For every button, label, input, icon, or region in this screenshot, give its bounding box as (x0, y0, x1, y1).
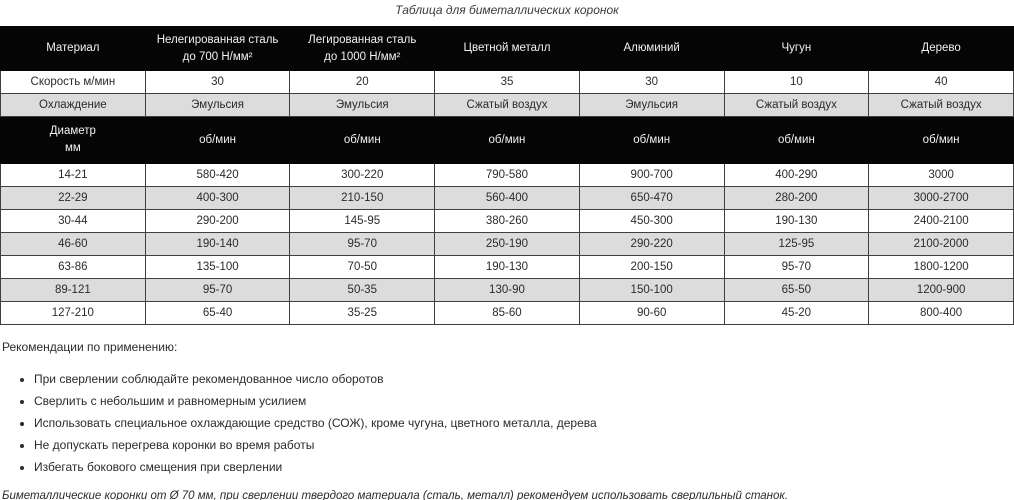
rpm-value-cell: 200-150 (579, 256, 724, 279)
bimetal-crown-table (0, 26, 1014, 325)
rpm-value-cell: 290-220 (579, 233, 724, 256)
speed-value-cell: 30 (579, 71, 724, 94)
rpm-unit-cell: об/мин (435, 117, 580, 164)
rpm-value-cell: 400-300 (145, 187, 290, 210)
rpm-unit-cell: об/мин (579, 117, 724, 164)
speed-value-cell: 40 (869, 71, 1014, 94)
rpm-value-cell: 190-140 (145, 233, 290, 256)
diameter-cell: 127-210 (1, 302, 146, 325)
speed-value-cell: 20 (290, 71, 435, 94)
recommendations-heading: Рекомендации по применению: (2, 340, 178, 354)
table-row (1, 302, 1014, 325)
recommendation-item: • Сверлить с небольшим и равномерным усилием (34, 395, 1014, 409)
rpm-value-cell: 90-60 (579, 302, 724, 325)
rpm-value-cell: 450-300 (579, 210, 724, 233)
rpm-unit-cell: об/мин (290, 117, 435, 164)
rpm-value-cell: 300-220 (290, 164, 435, 187)
rpm-value-cell: 280-200 (724, 187, 869, 210)
table-row (1, 233, 1014, 256)
rpm-value-cell: 95-70 (145, 279, 290, 302)
rpm-unit-cell: об/мин (724, 117, 869, 164)
rpm-value-cell: 3000 (869, 164, 1014, 187)
table-row (1, 164, 1014, 187)
rpm-value-cell: 65-40 (145, 302, 290, 325)
rpm-value-cell: 2100-2000 (869, 233, 1014, 256)
diameter-header-label: Диаметр мм (1, 117, 146, 164)
rpm-value-cell: 45-20 (724, 302, 869, 325)
rpm-value-cell: 50-35 (290, 279, 435, 302)
rpm-value-cell: 250-190 (435, 233, 580, 256)
recommendations-list (34, 373, 1014, 475)
rpm-value-cell: 70-50 (290, 256, 435, 279)
diameter-cell: 14-21 (1, 164, 146, 187)
recommendation-item: • При сверлении соблюдайте рекомендованное число оборотов (34, 373, 1014, 387)
cooling-value-cell: Эмульсия (579, 94, 724, 117)
table-row (1, 187, 1014, 210)
rpm-value-cell: 290-200 (145, 210, 290, 233)
table-body (1, 71, 1014, 325)
materials-header-row (1, 27, 1014, 71)
speed-row (1, 71, 1014, 94)
footnote: Биметаллические коронки от Ø 70 мм, при сверлении твердого материала (сталь, металл) рекомендуем использовать сверлильный станок. (2, 490, 789, 500)
cooling-value-cell: Сжатый воздух (724, 94, 869, 117)
rpm-value-cell: 560-400 (435, 187, 580, 210)
rpm-value-cell: 380-260 (435, 210, 580, 233)
rpm-value-cell: 95-70 (724, 256, 869, 279)
page-title: Таблица для биметаллических коронок (395, 3, 619, 17)
cooling-row (1, 94, 1014, 117)
rpm-value-cell: 790-580 (435, 164, 580, 187)
material-header-cell: Чугун (724, 27, 869, 71)
rpm-value-cell: 190-130 (724, 210, 869, 233)
rpm-value-cell: 35-25 (290, 302, 435, 325)
rpm-value-cell: 125-95 (724, 233, 869, 256)
rpm-unit-cell: об/мин (869, 117, 1014, 164)
cooling-value-cell: Эмульсия (145, 94, 290, 117)
speed-value-cell: 10 (724, 71, 869, 94)
rpm-value-cell: 800-400 (869, 302, 1014, 325)
material-header-cell: Нелегированная сталь до 700 Н/мм² (145, 27, 290, 71)
material-corner-label: Материал (1, 27, 146, 71)
rpm-value-cell: 65-50 (724, 279, 869, 302)
rpm-value-cell: 210-150 (290, 187, 435, 210)
rpm-value-cell: 130-90 (435, 279, 580, 302)
rpm-value-cell: 2400-2100 (869, 210, 1014, 233)
table-row (1, 256, 1014, 279)
rpm-value-cell: 190-130 (435, 256, 580, 279)
recommendation-item: • Не допускать перегрева коронки во время работы (34, 439, 1014, 453)
rpm-value-cell: 1200-900 (869, 279, 1014, 302)
speed-value-cell: 30 (145, 71, 290, 94)
recommendation-item: • Использовать специальное охлаждающие средство (СОЖ), кроме чугуна, цветного металла, дерева (34, 417, 1014, 431)
rpm-value-cell: 85-60 (435, 302, 580, 325)
cooling-row-label: Охлаждение (1, 94, 146, 117)
speed-value-cell: 35 (435, 71, 580, 94)
rpm-value-cell: 95-70 (290, 233, 435, 256)
cooling-value-cell: Эмульсия (290, 94, 435, 117)
rpm-value-cell: 150-100 (579, 279, 724, 302)
diameter-unit-header-row (1, 117, 1014, 164)
cooling-value-cell: Сжатый воздух (435, 94, 580, 117)
material-header-cell: Цветной металл (435, 27, 580, 71)
diameter-cell: 30-44 (1, 210, 146, 233)
table-row (1, 210, 1014, 233)
diameter-cell: 63-86 (1, 256, 146, 279)
rpm-value-cell: 135-100 (145, 256, 290, 279)
rpm-value-cell: 580-420 (145, 164, 290, 187)
material-header-cell: Алюминий (579, 27, 724, 71)
rpm-value-cell: 3000-2700 (869, 187, 1014, 210)
speed-row-label: Скорость м/мин (1, 71, 146, 94)
diameter-cell: 22-29 (1, 187, 146, 210)
recommendation-item: • Избегать бокового смещения при сверлении (34, 461, 1014, 475)
material-header-cell: Дерево (869, 27, 1014, 71)
diameter-cell: 46-60 (1, 233, 146, 256)
table-row (1, 279, 1014, 302)
rpm-value-cell: 650-470 (579, 187, 724, 210)
material-header-cell: Легированная сталь до 1000 Н/мм² (290, 27, 435, 71)
rpm-value-cell: 900-700 (579, 164, 724, 187)
rpm-value-cell: 400-290 (724, 164, 869, 187)
recommendations-section (0, 325, 1014, 475)
rpm-value-cell: 1800-1200 (869, 256, 1014, 279)
diameter-cell: 89-121 (1, 279, 146, 302)
rpm-unit-cell: об/мин (145, 117, 290, 164)
rpm-value-cell: 145-95 (290, 210, 435, 233)
cooling-value-cell: Сжатый воздух (869, 94, 1014, 117)
